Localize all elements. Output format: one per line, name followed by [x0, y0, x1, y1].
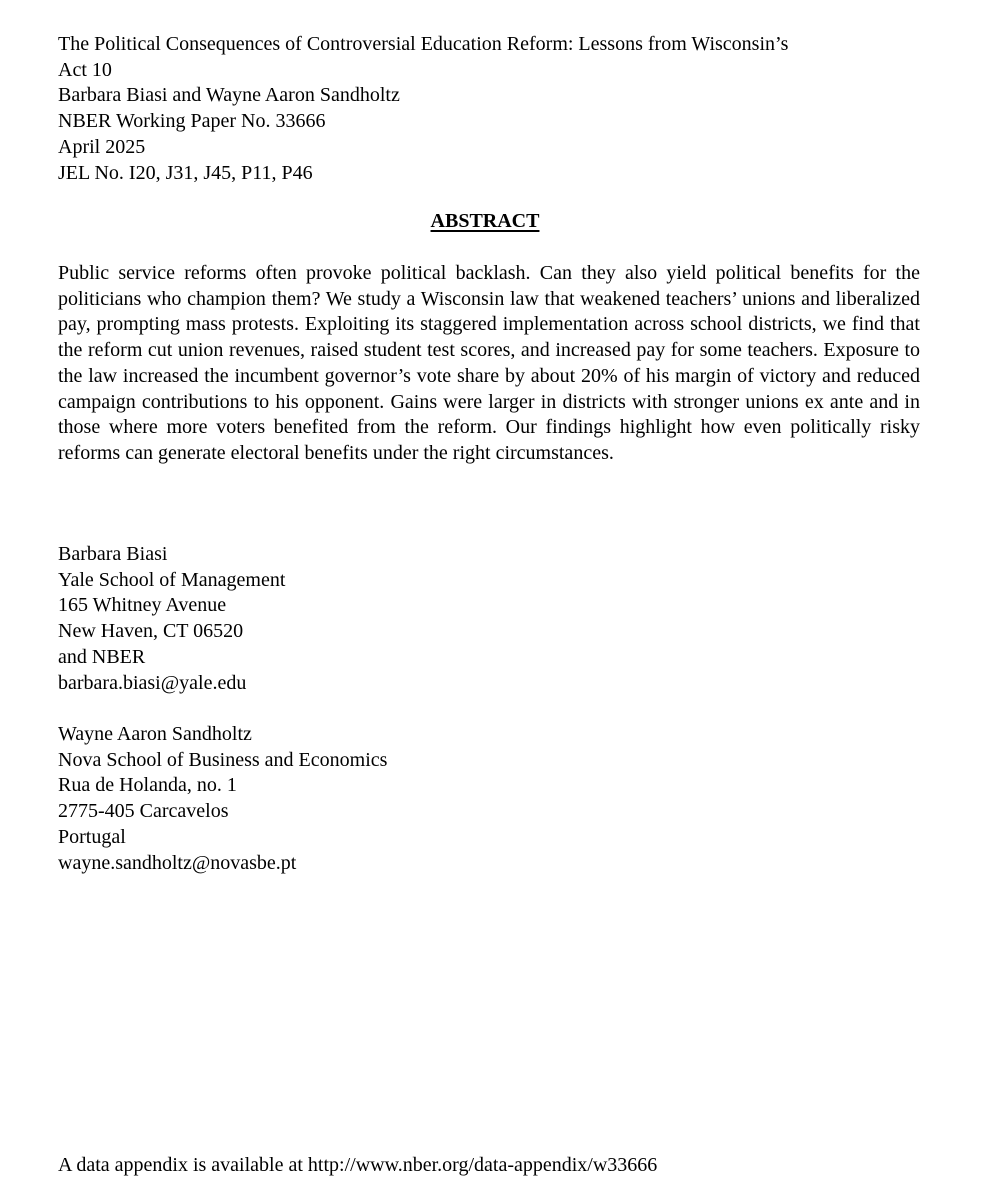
author-address-block — [58, 542, 558, 696]
publication-date: April 2025 — [58, 135, 146, 158]
author-city: New Haven, CT 06520 — [58, 620, 244, 643]
paper-authors: Barbara Biasi and Wayne Aaron Sandholtz — [58, 84, 400, 107]
working-paper-number: NBER Working Paper No. 33666 — [58, 110, 326, 133]
author-email: wayne.sandholtz@novasbe.pt — [58, 851, 297, 874]
author-street: Rua de Holanda, no. 1 — [58, 774, 237, 797]
author-address-block — [58, 722, 558, 876]
author-street: 165 Whitney Avenue — [58, 594, 227, 617]
paper-title-line-2: Act 10 — [58, 58, 112, 81]
author-affiliation: Nova School of Business and Economics — [58, 748, 388, 771]
abstract-body: Public service reforms often provoke political backlash. Can they also yield political benefits for the politicians who champion them? We study a Wisconsin law that weakened teachers’ unions and liberalized pay, prompting mass protests. Exploiting its staggered implementation across school districts, we find that the reform cut union revenues, raised student test scores, and increased pay for some teachers. Exposure to the law increased the incumbent governor’s vote share by about 20% of his margin of victory and reduced campaign contributions to his opponent. Gains were larger in districts with stronger unions ex ante and in those where more voters benefited from the reform. Our findings highlight how even politically risky reforms can generate electoral benefits under the right circumstances. — [58, 262, 920, 464]
author-city: 2775-405 Carcavelos — [58, 800, 229, 823]
author-email: barbara.biasi@yale.edu — [58, 671, 247, 694]
data-appendix-note: A data appendix is available at http://www.nber.org/data-appendix/w33666 — [58, 1154, 658, 1176]
author-name: Wayne Aaron Sandholtz — [58, 723, 252, 745]
paper-header — [58, 32, 938, 186]
paper-title-line-1: The Political Consequences of Controversial Education Reform: Lessons from Wisconsin’s — [58, 33, 789, 55]
author-country: Portugal — [58, 825, 126, 848]
author-extra-affiliation: and NBER — [58, 645, 146, 668]
jel-codes: JEL No. I20, J31, J45, P11, P46 — [58, 161, 313, 184]
abstract-heading: ABSTRACT — [430, 210, 540, 232]
author-name: Barbara Biasi — [58, 543, 168, 565]
author-affiliation: Yale School of Management — [58, 568, 286, 591]
